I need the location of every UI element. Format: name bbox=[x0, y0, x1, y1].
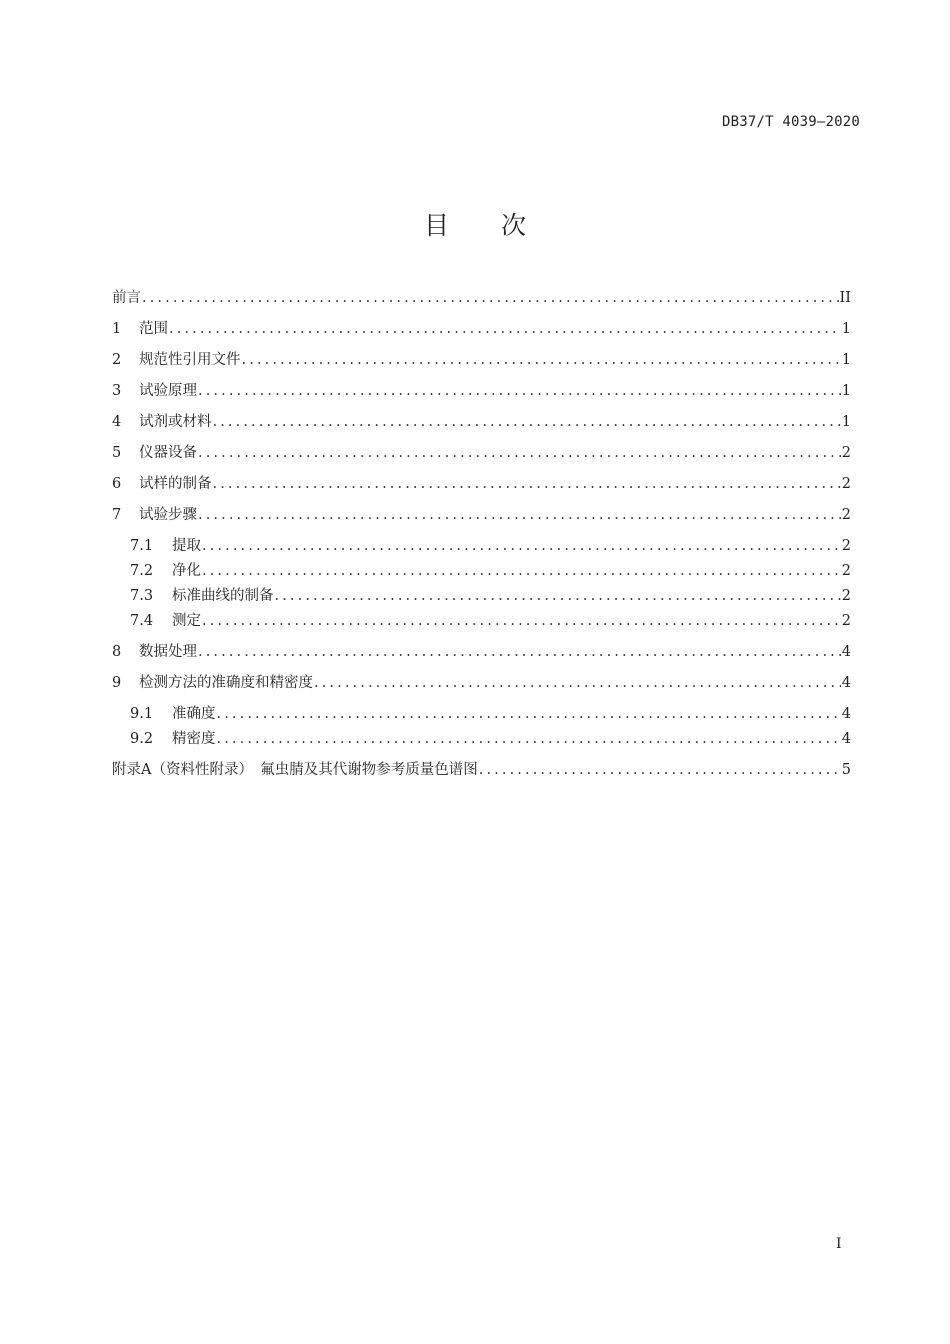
toc-entry-page: 2 bbox=[841, 476, 851, 492]
toc-entry-number: 2 bbox=[112, 352, 122, 368]
toc-entry-page: 4 bbox=[841, 731, 851, 747]
toc-entry-page: 4 bbox=[841, 706, 851, 722]
toc-entry-7-2[interactable] bbox=[130, 561, 851, 581]
dot-leader bbox=[213, 412, 841, 432]
toc-entry-number: 8 bbox=[112, 644, 122, 660]
dot-leader bbox=[202, 611, 841, 631]
toc-entry-label: 试样的制备 bbox=[139, 476, 212, 492]
toc-entry-9[interactable] bbox=[112, 673, 851, 693]
toc-entry-number: 5 bbox=[112, 445, 122, 461]
toc-entry-page: II bbox=[839, 290, 851, 306]
toc-entry-label: 检测方法的准确度和精密度 bbox=[139, 675, 313, 691]
toc-entry-9-1[interactable] bbox=[130, 704, 851, 724]
toc-entry-label: 规范性引用文件 bbox=[139, 352, 241, 368]
toc-entry-number: 3 bbox=[112, 383, 122, 399]
dot-leader bbox=[479, 760, 841, 780]
toc-entry-label: 仪器设备 bbox=[139, 445, 197, 461]
dot-leader bbox=[142, 288, 839, 308]
toc-entry-page: 1 bbox=[841, 321, 851, 337]
toc-entry-number: 7.4 bbox=[130, 613, 154, 629]
toc-entry-label: 数据处理 bbox=[139, 644, 197, 660]
dot-leader bbox=[198, 381, 841, 401]
toc-entry-label: 试验步骤 bbox=[139, 507, 197, 523]
toc-entry-label: 试剂或材料 bbox=[139, 414, 212, 430]
toc-entry-page: 2 bbox=[841, 588, 851, 604]
toc-entry-page: 2 bbox=[841, 507, 851, 523]
dot-leader bbox=[217, 704, 841, 724]
toc-entry-number: 4 bbox=[112, 414, 122, 430]
toc-entry-foreword[interactable] bbox=[112, 288, 851, 308]
toc-entry-label: 净化 bbox=[172, 563, 201, 579]
toc-entry-8[interactable] bbox=[112, 642, 851, 662]
toc-entry-page: 2 bbox=[841, 538, 851, 554]
toc-entry-7-3[interactable] bbox=[130, 586, 851, 606]
toc-entry-number: 6 bbox=[112, 476, 122, 492]
toc-entry-page: 1 bbox=[841, 352, 851, 368]
dot-leader bbox=[242, 350, 841, 370]
dot-leader bbox=[217, 729, 841, 749]
toc-entry-page: 5 bbox=[841, 762, 851, 778]
toc-entry-2[interactable] bbox=[112, 350, 851, 370]
toc-entry-page: 1 bbox=[841, 383, 851, 399]
dot-leader bbox=[198, 642, 841, 662]
toc-entry-7-4[interactable] bbox=[130, 611, 851, 631]
toc-entry-number: 7.3 bbox=[130, 588, 154, 604]
toc-entry-number: 7.2 bbox=[130, 563, 154, 579]
toc-entry-page: 4 bbox=[841, 675, 851, 691]
toc-entry-page: 2 bbox=[841, 445, 851, 461]
dot-leader bbox=[275, 586, 841, 606]
toc-entry-6[interactable] bbox=[112, 474, 851, 494]
toc-entry-number: 7 bbox=[112, 507, 122, 523]
toc-entry-appendix-a[interactable] bbox=[112, 760, 851, 780]
page-number: I bbox=[836, 1236, 842, 1252]
toc-entry-number: 9.1 bbox=[130, 706, 154, 722]
toc-entry-1[interactable] bbox=[112, 319, 851, 339]
toc-entry-3[interactable] bbox=[112, 381, 851, 401]
dot-leader bbox=[314, 673, 841, 693]
toc-entry-5[interactable] bbox=[112, 443, 851, 463]
toc-entry-number: 9.2 bbox=[130, 731, 154, 747]
toc-entry-page: 2 bbox=[841, 613, 851, 629]
dot-leader bbox=[213, 474, 841, 494]
toc-entry-label: 范围 bbox=[139, 321, 168, 337]
toc-entry-9-2[interactable] bbox=[130, 729, 851, 749]
toc-entry-label: 提取 bbox=[172, 538, 201, 554]
toc-entry-label: 准确度 bbox=[172, 706, 216, 722]
toc-entry-page: 1 bbox=[841, 414, 851, 430]
dot-leader bbox=[198, 443, 841, 463]
toc-entry-label: 前言 bbox=[112, 290, 141, 306]
toc-entry-label: 标准曲线的制备 bbox=[172, 588, 274, 604]
toc-entry-page: 2 bbox=[841, 563, 851, 579]
toc-entry-label: 附录A（资料性附录） 氟虫腈及其代谢物参考质量色谱图 bbox=[112, 762, 478, 778]
toc-entry-7-1[interactable] bbox=[130, 536, 851, 556]
dot-leader bbox=[202, 561, 841, 581]
toc-entry-7[interactable] bbox=[112, 505, 851, 525]
toc-entry-label: 测定 bbox=[172, 613, 201, 629]
dot-leader bbox=[198, 505, 841, 525]
toc-entry-4[interactable] bbox=[112, 412, 851, 432]
toc-entry-label: 试验原理 bbox=[139, 383, 197, 399]
toc-entry-number: 1 bbox=[112, 321, 122, 337]
toc-entry-page: 4 bbox=[841, 644, 851, 660]
toc-entry-number: 9 bbox=[112, 675, 122, 691]
page-title: 目 次 bbox=[424, 211, 548, 240]
toc-entry-label: 精密度 bbox=[172, 731, 216, 747]
toc-entry-number: 7.1 bbox=[130, 538, 154, 554]
dot-leader bbox=[169, 319, 841, 339]
document-code: DB37/T 4039—2020 bbox=[721, 114, 860, 130]
dot-leader bbox=[202, 536, 841, 556]
